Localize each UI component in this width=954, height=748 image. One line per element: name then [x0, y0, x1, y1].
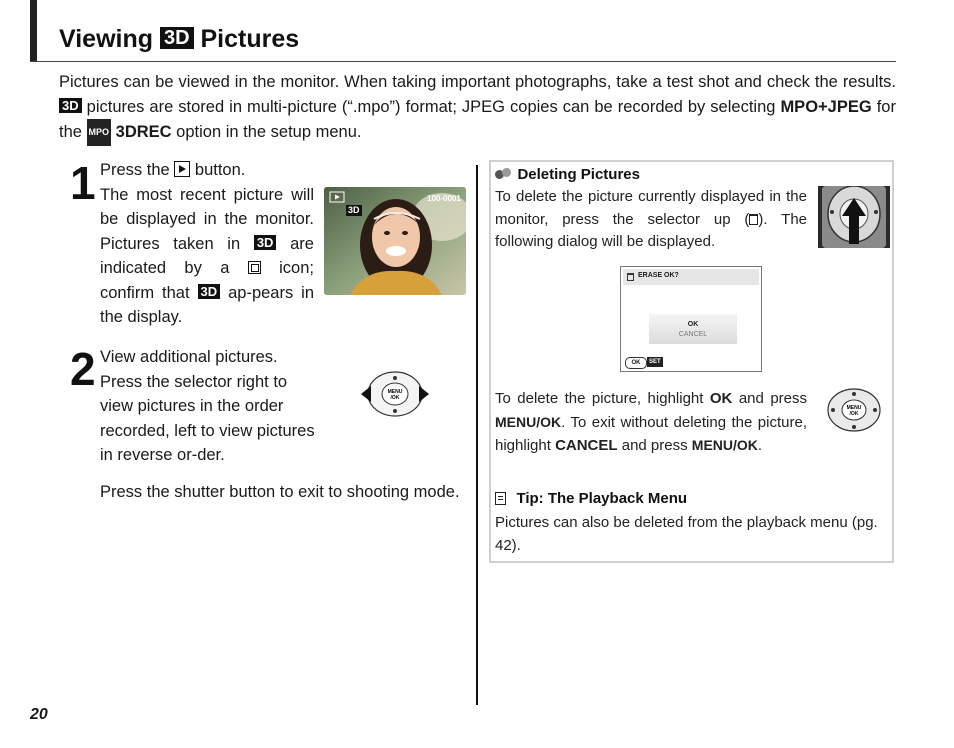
step-2-heading: View additional pictures. — [100, 348, 278, 366]
step-2-text: Press the selector right to view pictures in the order recorded, left to view pictures in reverse or-der. — [100, 372, 315, 464]
step-2-number: 2 — [70, 343, 96, 395]
dialog-footer-set-label: SET — [649, 359, 661, 365]
deleting-heading: Deleting Pictures — [517, 166, 640, 183]
frame-counter: 100-0001 — [427, 194, 461, 203]
menu-ok-dial-icon — [824, 386, 884, 434]
step-1-heading: Press the button. — [100, 161, 246, 179]
girl-photo-image — [324, 187, 466, 295]
dialog-footer-ok-icon: OK — [625, 357, 647, 369]
3drec-option: 3DREC — [115, 123, 172, 141]
header-accent-bar — [30, 0, 37, 62]
step-1-text: The most recent picture will be displayed in the monitor. Pictures taken in 3D are indicated by a icon; confirm that 3D ap-pears in the display. — [100, 185, 314, 326]
trash-icon — [627, 273, 634, 281]
title-text-pre: Viewing — [59, 25, 154, 53]
deleting-text-2: To delete the picture, highlight OK and press MENU/OK. To exit without deleting the picture, highlight CANCEL and press MENU/OK. — [495, 390, 807, 454]
column-divider — [476, 165, 478, 705]
cancel-label: CANCEL — [555, 437, 618, 454]
3d-badge-icon: 3D — [160, 27, 194, 49]
step-2-exit-text: Press the shutter button to exit to shooting mode. — [100, 482, 460, 501]
title-text-post: Pictures — [200, 25, 300, 53]
tip-header — [495, 490, 885, 508]
selector-dial-icon — [358, 368, 432, 420]
header-rule — [30, 61, 896, 62]
mpo-icon: MPO — [87, 119, 112, 146]
step-1-body — [100, 158, 314, 330]
playback-screen-photo — [324, 187, 466, 295]
svg-text:MENU: MENU — [846, 405, 862, 411]
deleting-header — [495, 166, 815, 184]
deleting-text-1: To delete the picture currently displayed in the monitor, press the selector up ( ). The following dialog will be displayed. — [495, 188, 808, 250]
svg-text:/OK: /OK — [849, 411, 859, 417]
ok-label: OK — [709, 390, 733, 407]
note-icon — [495, 168, 513, 180]
3d-badge-icon: 3D — [59, 98, 82, 113]
3d-badge-icon: 3D — [254, 235, 277, 250]
page-number: 20 — [30, 706, 48, 723]
tip-text: Pictures can also be deleted from the playback menu (pg. 42). — [495, 514, 878, 554]
step-1-number: 1 — [70, 157, 96, 209]
dialog-title: ERASE OK? — [638, 272, 679, 279]
svg-text:/OK: /OK — [390, 395, 400, 401]
intro-paragraph: Pictures can be viewed in the monitor. When taking important photographs, take a test shot and check the results. 3D pictures are stored in multi-picture (“.mpo”) format; JPEG copies can be recorded by selecting MPO+JPEG for the MPO 3DREC option in the setup menu. — [59, 70, 896, 146]
menu-ok-label: MENU/OK — [495, 413, 562, 430]
mpo-jpeg-option: MPO+JPEG — [780, 97, 872, 116]
svg-text:MENU: MENU — [387, 389, 403, 395]
tip-icon — [495, 492, 506, 505]
dialog-ok-option[interactable]: OK — [687, 321, 699, 328]
playback-button-icon — [174, 161, 190, 177]
menu-ok-label: MENU/OK — [691, 437, 758, 453]
3d-badge-icon: 3D — [198, 284, 221, 299]
tip-heading: Tip: The Playback Menu — [516, 490, 688, 507]
page-title — [59, 25, 299, 54]
3d-cube-icon — [248, 261, 261, 274]
selector-up-icon — [818, 186, 890, 248]
3d-badge-icon: 3D — [348, 205, 360, 215]
dialog-cancel-option[interactable]: CANCEL — [678, 331, 708, 338]
erase-dialog — [620, 266, 762, 372]
